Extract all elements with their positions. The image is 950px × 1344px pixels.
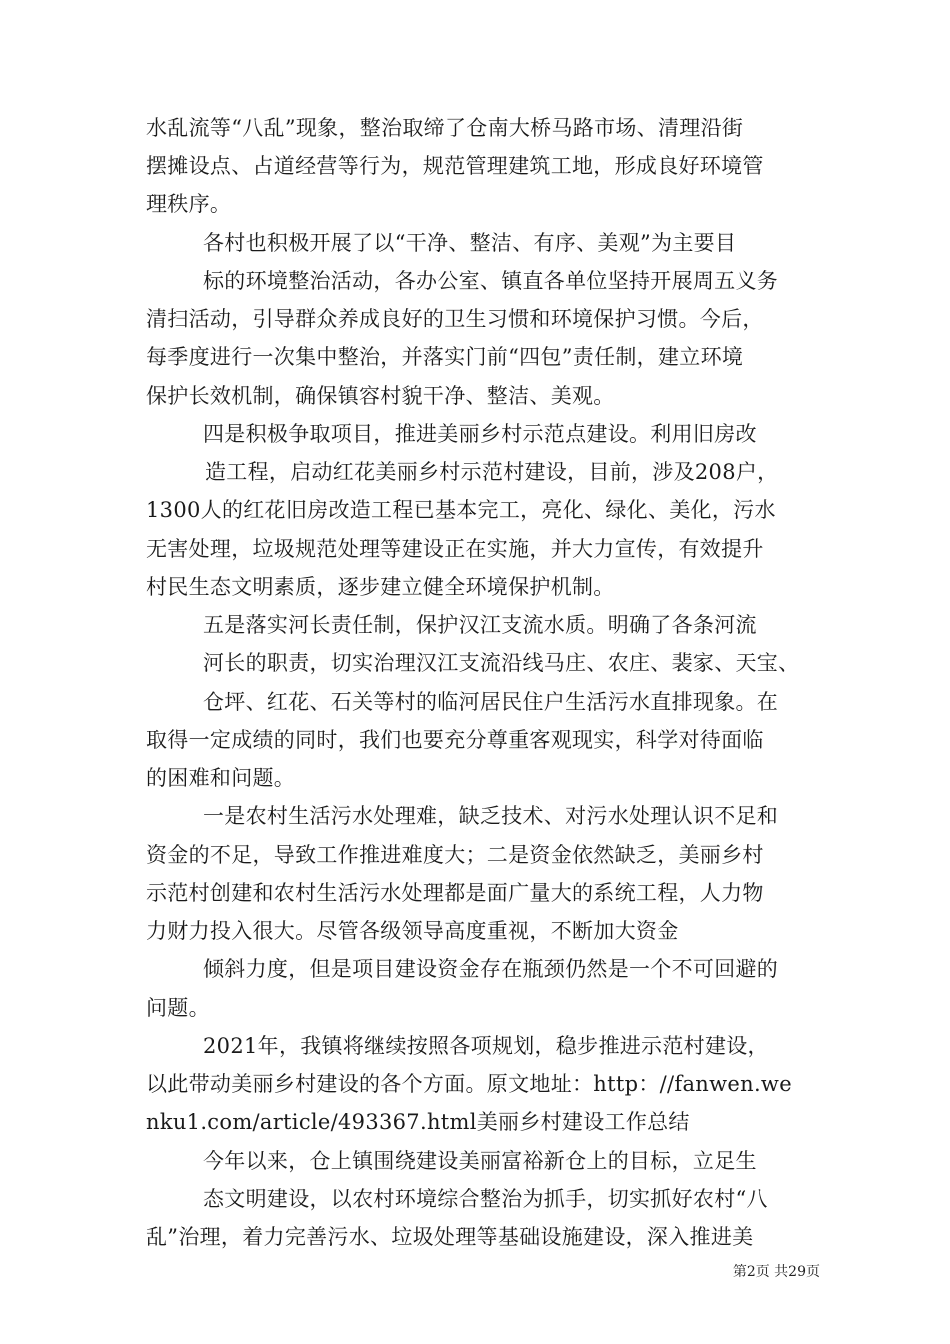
text-line: 取得一定成绩的同时，我们也要充分尊重客观现实，科学对待面临 <box>146 728 764 752</box>
text-line: 乱”治理，着力完善污水、垃圾处理等基础设施建设，深入推进美 <box>146 1225 754 1249</box>
text-line: 理秩序。 <box>146 192 232 216</box>
text-line: 态文明建设，以农村环境综合整治为抓手，切实抓好农村“八 <box>203 1187 768 1211</box>
text-line: 以此带动美丽乡村建设的各个方面。原文地址：http：//fanwen.we <box>146 1072 792 1096</box>
text-line: 造工程，启动红花美丽乡村示范村建设，目前，涉及208户， <box>205 460 779 484</box>
text-line: 今年以来，仓上镇围绕建设美丽富裕新仓上的目标，立足生 <box>203 1149 757 1173</box>
text-line: 各村也积极开展了以“干净、整洁、有序、美观”为主要目 <box>203 231 737 255</box>
text-line: 保护长效机制，确保镇容村貌干净、整洁、美观。 <box>146 384 615 408</box>
text-line: 一是农村生活污水处理难，缺乏技术、对污水处理认识不足和 <box>203 804 779 828</box>
text-line: 四是积极争取项目，推进美丽乡村示范点建设。利用旧房改 <box>203 422 757 446</box>
text-line: 资金的不足，导致工作推进难度大；二是资金依然缺乏，美丽乡村 <box>146 843 764 867</box>
text-line: 无害处理，垃圾规范处理等建设正在实施，并大力宣传，有效提升 <box>146 537 764 561</box>
text-line: 2021年，我镇将继续按照各项规划，稳步推进示范村建设， <box>203 1034 769 1058</box>
text-line: 倾斜力度，但是项目建设资金存在瓶颈仍然是一个不可回避的 <box>203 957 779 981</box>
text-line: nku1.com/article/493367.html美丽乡村建设工作总结 <box>146 1110 690 1134</box>
text-line: 力财力投入很大。尽管各级领导高度重视，不断加大资金 <box>146 919 679 943</box>
text-line: 清扫活动，引导群众养成良好的卫生习惯和环境保护习惯。今后， <box>146 307 764 331</box>
text-line: 每季度进行一次集中整治，并落实门前“四包”责任制，建立环境 <box>146 345 744 369</box>
page-number-footer: 第2页 共29页 <box>732 1264 820 1280</box>
text-line: 河长的职责，切实治理汉江支流沿线马庄、农庄、裴家、天宝、 <box>203 651 800 675</box>
text-line: 仓坪、红花、石关等村的临河居民住户生活污水直排现象。在 <box>203 690 779 714</box>
text-line: 的困难和问题。 <box>146 766 296 790</box>
text-line: 示范村创建和农村生活污水处理都是面广量大的系统工程，人力物 <box>146 881 764 905</box>
text-line: 五是落实河长责任制，保护汉江支流水质。明确了各条河流 <box>203 613 757 637</box>
text-line: 问题。 <box>146 996 210 1020</box>
text-line: 村民生态文明素质，逐步建立健全环境保护机制。 <box>146 575 615 599</box>
text-line: 1300人的红花旧房改造工程已基本完工，亮化、绿化、美化，污水 <box>146 498 776 522</box>
text-line: 水乱流等“八乱”现象，整治取缔了仓南大桥马路市场、清理沿街 <box>146 116 744 140</box>
text-line: 摆摊设点、占道经营等行为，规范管理建筑工地，形成良好环境管 <box>146 154 764 178</box>
text-line: 标的环境整治活动，各办公室、镇直各单位坚持开展周五义务 <box>203 269 779 293</box>
